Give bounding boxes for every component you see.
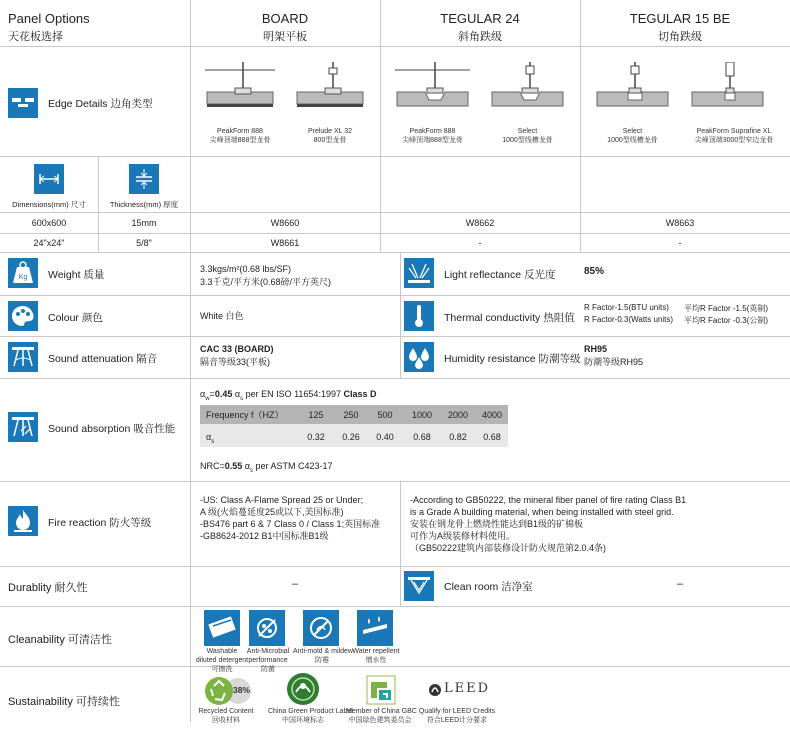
- fire-icon: [8, 506, 38, 536]
- fire-right-3: 安装在钢龙骨上燃烧性能达到B1级的矿棉板: [410, 519, 584, 529]
- edge-details-label: Edge Details 边角类型: [48, 98, 153, 110]
- dimensions-label: Dimensions(mm) 尺寸: [12, 200, 86, 209]
- thickness-icon: [129, 164, 159, 194]
- washable-icon: [204, 610, 240, 646]
- profile-caption-2: Prelude XL 32 800型龙骨: [307, 128, 353, 144]
- alpha-s-value: 0.26: [342, 432, 360, 442]
- thermal-value-a2: R Factor-0.3(Watts units): [584, 315, 674, 324]
- colour-icon: [8, 301, 38, 331]
- dimensions-icon: [34, 164, 64, 194]
- page-title: Panel Options: [8, 11, 90, 26]
- cleanability-caption-4: Water repellent 憎水性: [352, 648, 400, 664]
- thermal-value-b1: 平均R Factor -1.5(英制): [684, 304, 769, 313]
- alpha-w-line: $\alpha_w=0.45$ $\alpha_s$ per EN ISO 11654:1997 Class D: [200, 389, 377, 402]
- fire-right-5: （GB50222建筑内部装修设计防火规范第2.0.4条): [410, 543, 607, 553]
- humidity-value-2: 防潮等级RH95: [584, 357, 644, 367]
- alpha-s-value: 0.82: [449, 432, 467, 442]
- thickness-label: Thickness(mm) 厚度: [109, 200, 179, 209]
- profile-caption-6: PeakForm Suprafine XL 尖峰顶端3000型窄边龙骨: [694, 128, 774, 144]
- frequency-value: 500: [377, 410, 393, 420]
- sound-attenuation-value-2: 隔音等级33(平板): [200, 357, 271, 367]
- col-header-tegular15-cn: 切角跌级: [658, 31, 702, 43]
- fire-left-4: -GB8624-2012 B1中国标准B1级: [200, 531, 329, 541]
- weight-value-1: 3.3kgs/m²(0.68 lbs/SF): [200, 264, 292, 274]
- alpha-s-value: 0.40: [376, 432, 394, 442]
- svg-text:Kg: Kg: [18, 274, 28, 281]
- profile-drawing-teg15-1: [595, 62, 670, 118]
- colour-label: Colour 颜色: [48, 312, 103, 324]
- code-teg24-1: W8662: [465, 218, 495, 228]
- china-gbc-icon: [365, 674, 397, 711]
- sustainability-label: Sustainability 可持续性: [8, 696, 120, 708]
- humidity-icon: [404, 342, 434, 372]
- cleanability-label: Cleanability 可清洁性: [8, 634, 112, 646]
- page-title-cn: 天花板选择: [8, 31, 63, 43]
- thermal-icon: [404, 301, 434, 331]
- fire-left-3: -BS476 part 6 & 7 Class 0 / Class 1;英国标准: [200, 519, 381, 529]
- col-header-board-cn: 明架平板: [263, 31, 307, 43]
- code-teg15-2: -: [678, 238, 682, 248]
- frequency-header: Frequency f（HZ）: [206, 410, 284, 420]
- sound-absorption-label: Sound absorption 吸音性能: [48, 423, 176, 435]
- code-board-2: W8661: [270, 238, 300, 248]
- weight-label: Weight 质量: [48, 269, 105, 281]
- fire-label: Fire reaction 防火等级: [48, 517, 152, 529]
- thick-value-2: 5/8": [136, 238, 152, 248]
- anti-microbial-icon: [249, 610, 285, 646]
- frequency-value: 250: [343, 410, 359, 420]
- profile-caption-3: PeakForm 888 尖峰顶端888型龙骨: [402, 128, 463, 144]
- clean-room-icon: [404, 571, 434, 601]
- profile-drawing-teg15-2: [690, 62, 765, 118]
- light-reflectance-value: 85%: [584, 266, 605, 277]
- durability-label: Durablity 耐久性: [8, 582, 88, 594]
- weight-icon: [8, 258, 38, 288]
- dim-value-2: 24"x24": [33, 238, 65, 248]
- alpha-s-value: 0.68: [483, 432, 501, 442]
- profile-drawing-teg24-2: [490, 62, 565, 118]
- light-reflectance-label: Light reflectance 反光度: [444, 269, 556, 281]
- humidity-value-1: RH95: [584, 344, 608, 354]
- cleanability-caption-3: Anti-mold & mildew 防霉: [293, 648, 353, 664]
- sound-attenuation-icon: [8, 342, 38, 372]
- fire-right-2: is a Grade A building material, when being installed with steel grid.: [410, 507, 674, 517]
- leed-logo: LEED: [428, 680, 492, 700]
- col-header-board: BOARD: [261, 11, 309, 26]
- frequency-value: 125: [308, 410, 324, 420]
- sustainability-caption-2: China Green Product Label 中国环境标志: [268, 708, 353, 724]
- profile-caption-5: Select 1000型线槽龙骨: [607, 128, 658, 144]
- fire-right-1: -According to GB50222, the mineral fiber panel of fire rating Class B1: [410, 495, 687, 505]
- edge-details-icon: [8, 88, 38, 118]
- thermal-value-a1: R Factor-1.5(BTU units): [584, 303, 669, 312]
- clean-room-value: –: [676, 578, 684, 590]
- col-header-tegular24: TEGULAR 24: [440, 11, 520, 26]
- fire-left-2: A 级(火焰蔓延度25或以下,美国标准): [200, 507, 344, 517]
- dim-value-1: 600x600: [31, 218, 67, 228]
- code-board-1: W8660: [270, 218, 300, 228]
- thermal-label: Thermal conductivity 热阻值: [444, 312, 575, 324]
- thermal-value-b2: 平均R Factor -0.3(公制): [684, 316, 769, 325]
- sound-absorption-icon: [8, 412, 38, 442]
- fire-left-1: -US: Class A-Flame Spread 25 or Under;: [200, 495, 364, 505]
- durability-value: –: [291, 578, 299, 590]
- nrc-line: NRC=0.55 $\alpha_s$ per ASTM C423-17: [200, 461, 333, 474]
- cleanability-caption-1: Washable diluted detergent 可擦洗: [195, 648, 249, 673]
- weight-value-2: 3.3千克/平方米(0.68磅/平方英尺): [200, 277, 332, 287]
- recycled-percent: 38%: [233, 685, 251, 695]
- profile-drawing-board-2: [295, 62, 365, 118]
- sustainability-caption-4: Qualify for LEED Credits 符合LEED计分要求: [418, 708, 496, 724]
- frequency-value: 4000: [481, 410, 503, 420]
- light-reflectance-icon: [404, 258, 434, 288]
- colour-value: White 白色: [200, 311, 244, 321]
- frequency-value: 1000: [411, 410, 433, 420]
- fire-right-4: 可作为A级装修材料使用。: [410, 531, 516, 541]
- frequency-value: 2000: [447, 410, 469, 420]
- humidity-label: Humidity resistance 防潮等级: [444, 353, 581, 365]
- sound-attenuation-value-1: CAC 33 (BOARD): [200, 344, 274, 354]
- code-teg15-1: W8663: [665, 218, 695, 228]
- water-repellent-icon: [357, 610, 393, 646]
- thick-value-1: 15mm: [131, 218, 157, 228]
- profile-drawing-board-1: [205, 62, 275, 118]
- sound-attenuation-label: Sound attenuation 隔音: [48, 353, 158, 365]
- cleanability-caption-2: Anti-Microbial performance 防菌: [246, 648, 290, 673]
- profile-caption-1: PeakForm 888 尖峰顶端888型龙骨: [209, 128, 271, 144]
- col-header-tegular15: TEGULAR 15 BE: [629, 11, 731, 26]
- china-green-label-icon: [286, 672, 320, 711]
- alpha-s-value: 0.68: [413, 432, 431, 442]
- col-header-tegular24-cn: 斜角跌级: [458, 31, 502, 43]
- alpha-s-label: $\alpha_s$: [206, 432, 215, 445]
- code-teg24-2: -: [478, 238, 482, 248]
- profile-caption-4: Select 1000型线槽龙骨: [502, 128, 553, 144]
- anti-mold-icon: [303, 610, 339, 646]
- profile-drawing-teg24-1: [395, 62, 470, 118]
- alpha-s-value: 0.32: [307, 432, 325, 442]
- sustainability-caption-3: Member of China GBC 中国绿色建筑委员会: [346, 708, 417, 724]
- sustainability-caption-1: Recycled Content 回收材料: [198, 708, 254, 724]
- clean-room-label: Clean room 洁净室: [444, 581, 533, 593]
